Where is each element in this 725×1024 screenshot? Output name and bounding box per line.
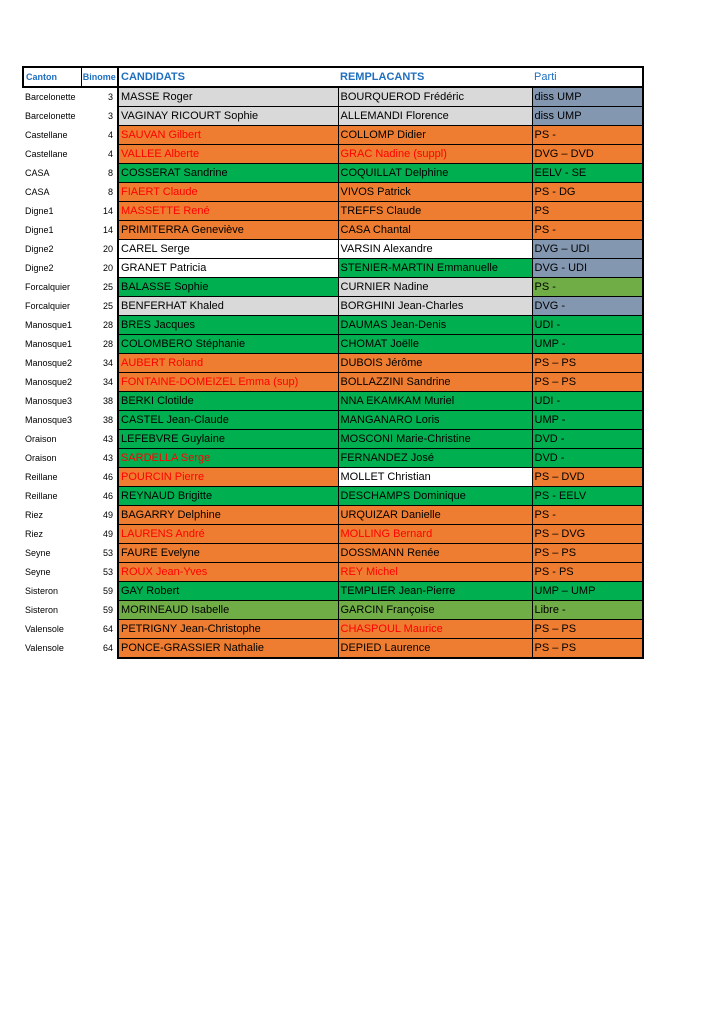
binome-cell: 34 — [102, 376, 113, 387]
remplacant-cell: TREFFS Claude — [338, 202, 532, 221]
table-row — [23, 430, 643, 449]
table-row — [23, 297, 643, 316]
remplacant-cell: ALLEMANDI Florence — [338, 107, 532, 126]
remplacant-cell: VIVOS Patrick — [338, 183, 532, 202]
table-row — [23, 259, 643, 278]
binome-cell: 46 — [102, 471, 113, 482]
candidat-cell: COLOMBERO Stéphanie — [118, 335, 338, 354]
canton-cell: Manosque3 — [25, 414, 73, 425]
candidat-cell: BERKI Clotilde — [118, 392, 338, 411]
remplacant-cell: CURNIER Nadine — [338, 278, 532, 297]
remplacant-cell: GRAC Nadine (suppl) — [338, 145, 532, 164]
table-row — [23, 335, 643, 354]
parti-cell: DVD - — [532, 449, 643, 468]
parti-cell: PS – PS — [532, 639, 643, 659]
parti-cell: PS - — [532, 506, 643, 525]
candidat-cell: VALLEE Alberte — [118, 145, 338, 164]
remplacant-cell: BOLLAZZINI Sandrine — [338, 373, 532, 392]
binome-cell: 8 — [107, 186, 113, 197]
remplacant-cell: BOURQUEROD Frédéric — [338, 87, 532, 107]
parti-cell: Libre - — [532, 601, 643, 620]
remplacant-cell: DUBOIS Jérôme — [338, 354, 532, 373]
parti-cell: UMP - — [532, 335, 643, 354]
candidat-cell: FONTAINE-DOMEIZEL Emma (sup) — [118, 373, 338, 392]
table-row — [23, 449, 643, 468]
binome-cell: 28 — [102, 338, 113, 349]
table-row — [23, 563, 643, 582]
binome-cell: 59 — [102, 604, 113, 615]
remplacant-cell: CHASPOUL Maurice — [338, 620, 532, 639]
canton-cell: Manosque1 — [25, 319, 73, 330]
canton-cell: Valensole — [25, 642, 64, 653]
table-row — [23, 316, 643, 335]
remplacant-cell: DESCHAMPS Dominique — [338, 487, 532, 506]
candidat-cell: POURCIN Pierre — [118, 468, 338, 487]
parti-cell: PS — [532, 202, 643, 221]
parti-cell: DVG - UDI — [532, 259, 643, 278]
binome-cell: 14 — [102, 224, 113, 235]
parti-cell: PS – DVG — [532, 525, 643, 544]
candidat-cell: LEFEBVRE Guylaine — [118, 430, 338, 449]
header-remplacants: REMPLACANTS — [338, 67, 532, 87]
binome-cell: 64 — [102, 642, 113, 653]
remplacant-cell: NNA EKAMKAM Muriel — [338, 392, 532, 411]
binome-cell: 53 — [102, 547, 113, 558]
binome-cell: 38 — [102, 414, 113, 425]
parti-cell: PS - — [532, 221, 643, 240]
remplacant-cell: URQUIZAR Danielle — [338, 506, 532, 525]
table-row — [23, 126, 643, 145]
parti-cell: diss UMP — [532, 107, 643, 126]
candidates-table — [22, 66, 644, 659]
table-row — [23, 373, 643, 392]
table-row — [23, 411, 643, 430]
table-row — [23, 582, 643, 601]
binome-cell: 43 — [102, 433, 113, 444]
binome-cell: 20 — [102, 243, 113, 254]
parti-cell: PS – PS — [532, 620, 643, 639]
binome-cell: 25 — [102, 300, 113, 311]
table-row — [23, 468, 643, 487]
remplacant-cell: MOSCONI Marie-Christine — [338, 430, 532, 449]
canton-cell: Barcelonette — [25, 91, 76, 102]
remplacant-cell: MOLLING Bernard — [338, 525, 532, 544]
remplacant-cell: MOLLET Christian — [338, 468, 532, 487]
canton-cell: Castellane — [25, 129, 68, 140]
table-row — [23, 221, 643, 240]
canton-cell: Seyne — [25, 566, 51, 577]
canton-cell: Oraison — [25, 433, 57, 444]
binome-cell: 64 — [102, 623, 113, 634]
remplacant-cell: MANGANARO Loris — [338, 411, 532, 430]
parti-cell: PS - — [532, 126, 643, 145]
binome-cell: 3 — [107, 110, 113, 121]
parti-cell: PS – PS — [532, 544, 643, 563]
parti-cell: PS - DG — [532, 183, 643, 202]
candidat-cell: SAUVAN Gilbert — [118, 126, 338, 145]
binome-cell: 8 — [107, 167, 113, 178]
canton-cell: Reillane — [25, 471, 58, 482]
parti-cell: UDI - — [532, 316, 643, 335]
canton-cell: CASA — [25, 186, 50, 197]
table-row — [23, 145, 643, 164]
candidat-cell: CAREL Serge — [118, 240, 338, 259]
parti-cell: diss UMP — [532, 87, 643, 107]
canton-cell: Manosque2 — [25, 376, 73, 387]
remplacant-cell: COQUILLAT Delphine — [338, 164, 532, 183]
canton-cell: Riez — [25, 528, 44, 539]
canton-cell: Valensole — [25, 623, 64, 634]
binome-cell: 53 — [102, 566, 113, 577]
table-row — [23, 525, 643, 544]
candidat-cell: VAGINAY RICOURT Sophie — [118, 107, 338, 126]
binome-cell: 4 — [107, 129, 113, 140]
canton-cell: Seyne — [25, 547, 51, 558]
candidat-cell: BRES Jacques — [118, 316, 338, 335]
candidat-cell: FIAERT Claude — [118, 183, 338, 202]
remplacant-cell: CHOMAT Joëlle — [338, 335, 532, 354]
canton-cell: Manosque2 — [25, 357, 73, 368]
binome-cell: 49 — [102, 509, 113, 520]
canton-cell: Digne1 — [25, 224, 54, 235]
binome-cell: 20 — [102, 262, 113, 273]
canton-cell: Forcalquier — [25, 281, 71, 292]
binome-cell: 14 — [102, 205, 113, 216]
binome-cell: 25 — [102, 281, 113, 292]
canton-cell: Forcalquier — [25, 300, 71, 311]
table-row — [23, 620, 643, 639]
binome-cell: 38 — [102, 395, 113, 406]
remplacant-cell: VARSIN Alexandre — [338, 240, 532, 259]
binome-cell: 59 — [102, 585, 113, 596]
parti-cell: EELV - SE — [532, 164, 643, 183]
binome-cell: 34 — [102, 357, 113, 368]
parti-cell: DVG – DVD — [532, 145, 643, 164]
candidat-cell: PRIMITERRA Geneviève — [118, 221, 338, 240]
candidat-cell: BENFERHAT Khaled — [118, 297, 338, 316]
table-row — [23, 202, 643, 221]
binome-cell: 46 — [102, 490, 113, 501]
candidat-cell: MASSETTE René — [118, 202, 338, 221]
remplacant-cell: DEPIED Laurence — [338, 639, 532, 659]
candidat-cell: GRANET Patricia — [118, 259, 338, 278]
table-row — [23, 544, 643, 563]
parti-cell: DVD - — [532, 430, 643, 449]
header-canton: Canton — [23, 67, 81, 87]
remplacant-cell: GARCIN Françoise — [338, 601, 532, 620]
table-row — [23, 107, 643, 126]
parti-cell: PS - — [532, 278, 643, 297]
binome-cell: 49 — [102, 528, 113, 539]
table-row — [23, 639, 643, 659]
canton-cell: Reillane — [25, 490, 58, 501]
candidat-cell: ROUX Jean-Yves — [118, 563, 338, 582]
candidat-cell: LAURENS André — [118, 525, 338, 544]
parti-cell: UDI - — [532, 392, 643, 411]
binome-cell: 4 — [107, 148, 113, 159]
table-row — [23, 87, 643, 107]
table-row — [23, 278, 643, 297]
table-row — [23, 601, 643, 620]
parti-cell: UMP - — [532, 411, 643, 430]
candidat-cell: CASTEL Jean-Claude — [118, 411, 338, 430]
table-row — [23, 392, 643, 411]
canton-cell: Castellane — [25, 148, 68, 159]
candidat-cell: PETRIGNY Jean-Christophe — [118, 620, 338, 639]
candidat-cell: GAY Robert — [118, 582, 338, 601]
header-row — [23, 67, 643, 87]
canton-cell: Barcelonette — [25, 110, 76, 121]
table-row — [23, 164, 643, 183]
candidat-cell: REYNAUD Brigitte — [118, 487, 338, 506]
table-row — [23, 506, 643, 525]
remplacant-cell: REY Michel — [338, 563, 532, 582]
candidat-cell: PONCE-GRASSIER Nathalie — [118, 639, 338, 659]
table-row — [23, 487, 643, 506]
remplacant-cell: TEMPLIER Jean-Pierre — [338, 582, 532, 601]
canton-cell: Riez — [25, 509, 44, 520]
canton-cell: Sisteron — [25, 585, 59, 596]
candidat-cell: BALASSE Sophie — [118, 278, 338, 297]
canton-cell: Sisteron — [25, 604, 59, 615]
remplacant-cell: DAUMAS Jean-Denis — [338, 316, 532, 335]
candidat-cell: AUBERT Roland — [118, 354, 338, 373]
table-row — [23, 240, 643, 259]
parti-cell: PS – DVD — [532, 468, 643, 487]
candidat-cell: SARDELLA Serge — [118, 449, 338, 468]
canton-cell: CASA — [25, 167, 50, 178]
header-parti: Parti — [532, 67, 643, 87]
candidat-cell: COSSERAT Sandrine — [118, 164, 338, 183]
candidat-cell: MASSE Roger — [118, 87, 338, 107]
table-row — [23, 354, 643, 373]
canton-cell: Oraison — [25, 452, 57, 463]
parti-cell: DVG – UDI — [532, 240, 643, 259]
candidat-cell: FAURE Evelyne — [118, 544, 338, 563]
remplacant-cell: CASA Chantal — [338, 221, 532, 240]
parti-cell: PS – PS — [532, 354, 643, 373]
parti-cell: PS - PS — [532, 563, 643, 582]
parti-cell: DVG - — [532, 297, 643, 316]
candidat-cell: BAGARRY Delphine — [118, 506, 338, 525]
parti-cell: PS – PS — [532, 373, 643, 392]
canton-cell: Digne2 — [25, 262, 54, 273]
canton-cell: Digne1 — [25, 205, 54, 216]
header-candidats: CANDIDATS — [118, 67, 338, 87]
remplacant-cell: COLLOMP Didier — [338, 126, 532, 145]
header-binome: Binome — [81, 67, 118, 87]
remplacant-cell: FERNANDEZ José — [338, 449, 532, 468]
table-row — [23, 183, 643, 202]
remplacant-cell: DOSSMANN Renée — [338, 544, 532, 563]
binome-cell: 3 — [107, 91, 113, 102]
parti-cell: UMP – UMP — [532, 582, 643, 601]
canton-cell: Manosque3 — [25, 395, 73, 406]
remplacant-cell: BORGHINI Jean-Charles — [338, 297, 532, 316]
remplacant-cell: STENIER-MARTIN Emmanuelle — [338, 259, 532, 278]
binome-cell: 28 — [102, 319, 113, 330]
canton-cell: Manosque1 — [25, 338, 73, 349]
candidat-cell: MORINEAUD Isabelle — [118, 601, 338, 620]
binome-cell: 43 — [102, 452, 113, 463]
parti-cell: PS - EELV — [532, 487, 643, 506]
canton-cell: Digne2 — [25, 243, 54, 254]
